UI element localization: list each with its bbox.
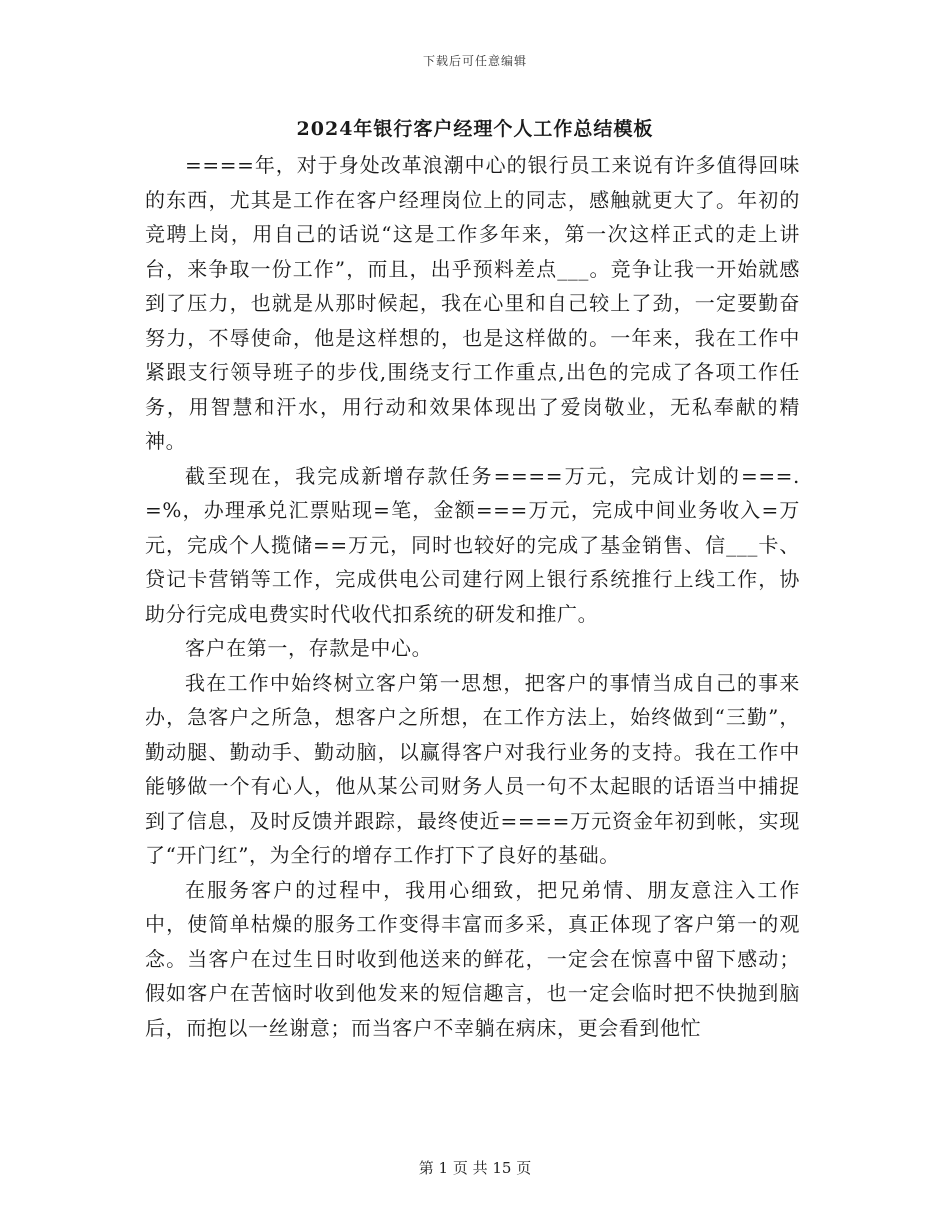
- paragraph-customer-first-thinking: 我在工作中始终树立客户第一思想，把客户的事情当成自己的事来办，急客户之所急，想客户之所想，在工作方法上，始终做到“三勤”，勤动腿、勤动手、勤动脑，以赢得客户对我行业务的支持。我在工作中能够做一个有心人，他从某公司财务人员一句不太起眼的话语当中捕捉到了信息，及时反馈并跟踪，最终使近====万元资金年初到帐，实现了“开门红”，为全行的增存工作打下了良好的基础。: [145, 670, 800, 867]
- paragraph-heading-customer-first: 客户在第一，存款是中心。: [185, 636, 433, 660]
- paragraph-intro: ====年，对于身处改革浪潮中心的银行员工来说有许多值得回味的东西，尤其是工作在客户经理岗位上的同志，感触就更大了。年初的竞聘上岗，用自己的话说“这是工作多年来，第一次这样正式的走上讲台，来争取一份工作”，而且，出乎预料差点___。竞争让我一开始就感到了压力，也就是从那时候起，我在心里和自己较上了劲，一定要勤奋努力，不辱使命，他是这样想的，也是这样做的。一年来，我在工作中紧跟支行领导班子的步伐,围绕支行工作重点,出色的完成了各项工作任务，用智慧和汗水，用行动和效果体现出了爱岗敬业，无私奉献的精神。: [145, 153, 800, 453]
- page-header-note: 下载后可任意编辑: [422, 54, 527, 68]
- document-title: 2024年银行客户经理个人工作总结模板: [296, 118, 654, 140]
- document-body: [145, 148, 800, 1045]
- paragraph-achievements: 截至现在，我完成新增存款任务====万元，完成计划的===.=%，办理承兑汇票贴现=笔，金额===万元，完成中间业务收入=万元，完成个人揽储==万元，同时也较好的完成了基金销售、信___卡、贷记卡营销等工作，完成供电公司建行网上银行系统推行上线工作，协助分行完成电费实时代收代扣系统的研发和推广。: [145, 463, 800, 626]
- paragraph-service-care: 在服务客户的过程中，我用心细致，把兄弟情、朋友意注入工作中，使简单枯燥的服务工作变得丰富而多采，真正体现了客户第一的观念。当客户在过生日时收到他送来的鲜花，一定会在惊喜中留下感动；假如客户在苦恼时收到他发来的短信趣言，也一定会临时把不快抛到脑后，而抱以一丝谢意；而当客户不幸躺在病床，更会看到他忙: [145, 877, 800, 1040]
- page-number-footer: 第 1 页 共 15 页: [418, 1159, 532, 1177]
